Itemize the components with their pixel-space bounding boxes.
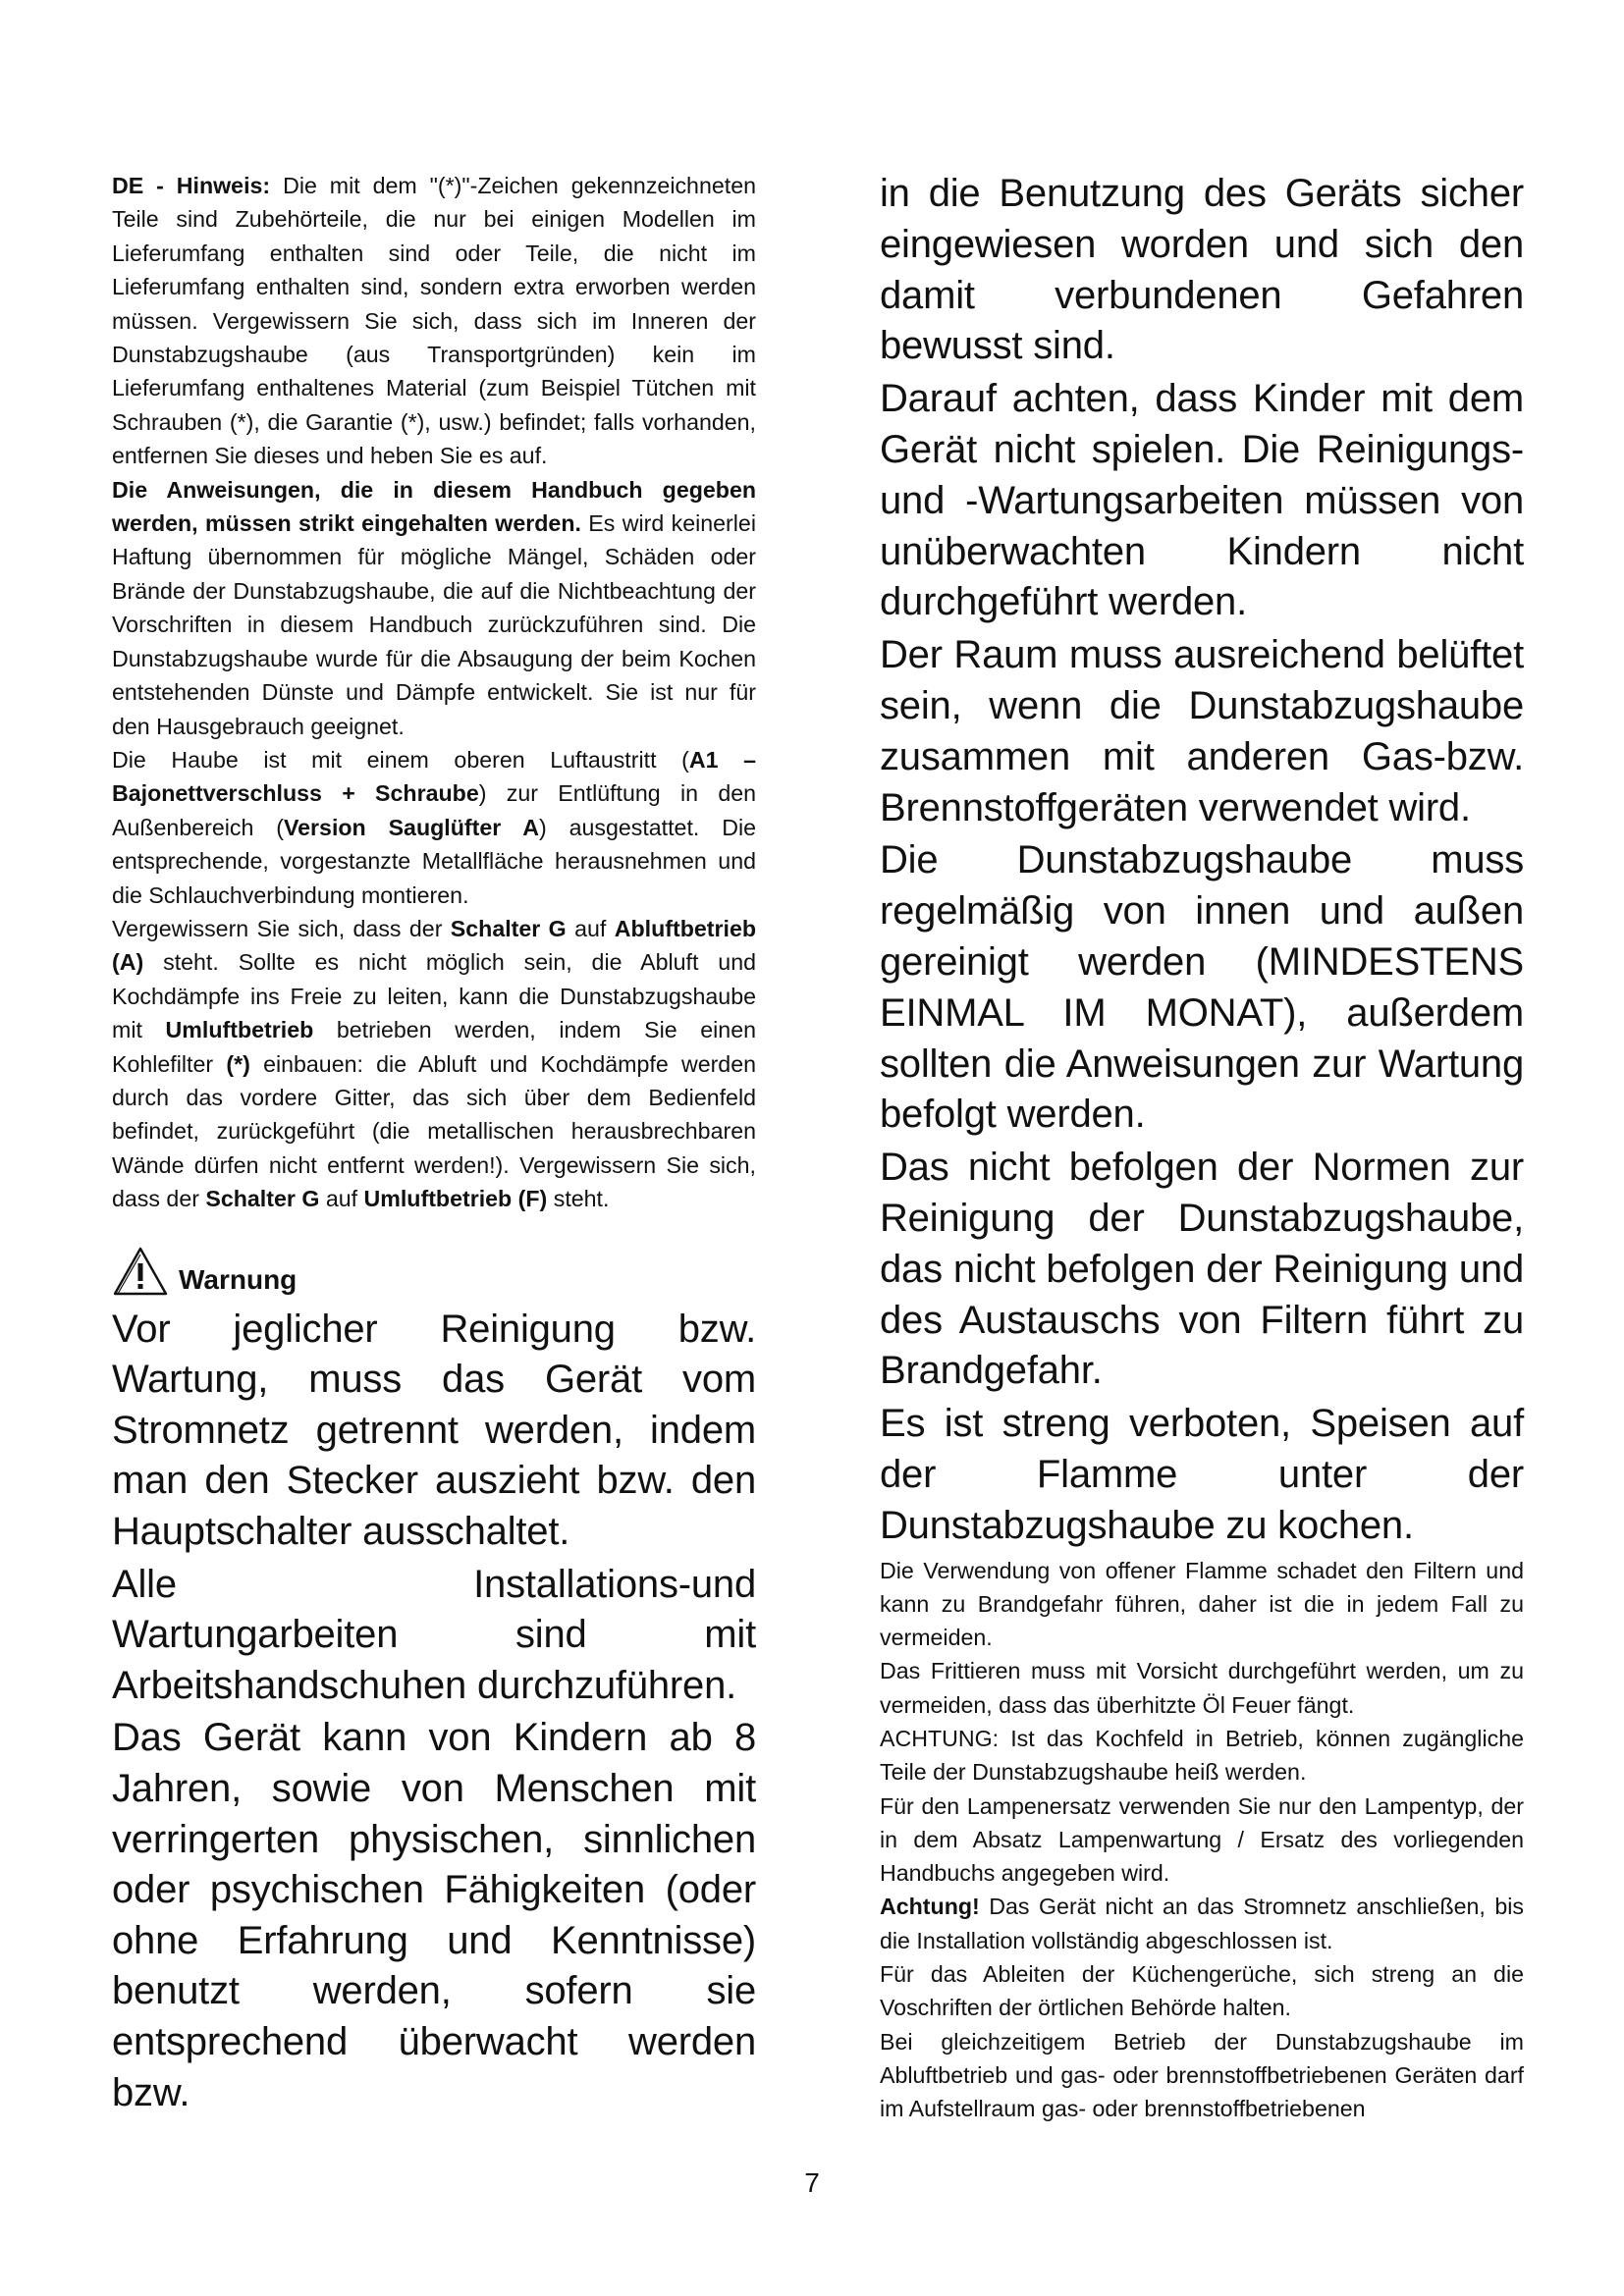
right-large-1: in die Benutzung des Geräts sicher eingewiesen worden und sich den damit verbundenen Gefahren bewusst sind. [880,172,1524,368]
left-column [112,169,756,2120]
right-large-4: Die Dunstabzugshaube muss regelmäßig von innen und außen gereinigt werden (MINDESTENS EINMAL IM MONAT), außerdem sollten die Anweisungen zur Wartung befolgt werden. [880,838,1524,1137]
warning-heading [112,1242,756,1297]
warning-title: Warnung [179,1263,298,1295]
right-small-4: Für den Lampenersatz verwenden Sie nur den Lampentyp, der in dem Absatz Lampenwartung / Ersatz des vorliegenden Handbuchs angegeben wird. [880,1792,1524,1887]
right-small-5: Für das Ableiten der Küchengerüche, sich streng an die Voschriften der örtlichen Behörde halten. [880,1961,1524,2021]
right-large-6: Es ist streng verboten, Speisen auf der Flamme unter der Dunstabzugshaube zu kochen. [880,1402,1524,1547]
instructions-paragraph: Die Anweisungen, die in diesem Handbuch gegeben werden, müssen strikt eingehalten werden. Es wird keinerlei Haftung übernommen für mögliche Mängel, Schäden oder Brände der Dunstabzugshaube, die auf die Nichtbeachtung der Vorschriften in diesem Handbuch zurückzuführen sind. Die Dunstabzugshaube wurde für die Absaugung der beim Kochen entstehenden Dünste und Dämpfe entwickelt. Sie ist nur für den Hausgebrauch geeignet. [112,476,756,739]
right-column [880,169,1524,2126]
switch-paragraph: Vergewissern Sie sich, dass der Schalter G auf Abluftbetrieb (A) steht. Sollte es nicht möglich sein, die Abluft und Kochdämpfe ins Freie zu leiten, kann die Dunstabzugshaube mit Umluftbetrieb betrieben werden, indem Sie einen Kohlefilter (*) einbauen: die Abluft und Kochdämpfe werden durch das vordere Gitter, das sich über dem Bedienfeld befindet, zurückgeführt (die metallischen herausbrechbaren Wände dürfen nicht entfernt werden!). Vergewissern Sie sich, dass der Schalter G auf Umluftbetrieb (F) steht. [112,915,757,1212]
right-achtung: Achtung! Das Gerät nicht an das Stromnetz anschließen, bis die Installation vollständig abgeschlossen ist. [880,1894,1524,1953]
warning-text-2: Alle Installations-und Wartungarbeiten sind mit Arbeitshandschuhen durchzuführen. [112,1562,756,1707]
right-large-5: Das nicht befolgen der Normen zur Reinigung der Dunstabzugshaube, das nicht befolgen der Reinigung und des Austauschs von Filtern führt zu Brandgefahr. [880,1146,1524,1393]
right-small-2: Das Frittieren muss mit Vorsicht durchgeführt werden, um zu vermeiden, dass das überhitzte Öl Feuer fängt. [880,1658,1524,1718]
warning-triangle-icon [112,1246,169,1297]
right-small-1: Die Verwendung von offener Flamme schadet den Filtern und kann zu Brandgefahr führen, daher ist die in jedem Fall zu vermeiden. [880,1557,1524,1651]
warning-text-1: Vor jeglicher Reinigung bzw. Wartung, muss das Gerät vom Stromnetz getrennt werden, indem man den Stecker auszieht bzw. den Hauptschalter ausschaltet. [112,1307,756,1553]
right-large-2: Darauf achten, dass Kinder mit dem Gerät nicht spielen. Die Reinigungs- und -Wartungsarbeiten müssen von unüberwachten Kindern nicht durchgeführt werden. [880,377,1524,624]
right-small-3: ACHTUNG: Ist das Kochfeld in Betrieb, können zugängliche Teile der Dunstabzugshaube heiß werden. [880,1726,1524,1786]
right-small-6: Bei gleichzeitigem Betrieb der Dunstabzugshaube im Abluftbetrieb und gas- oder brennstoffbetriebenen Geräten darf im Aufstellraum gas- oder brennstoffbetriebenen [880,2028,1524,2122]
note-paragraph: DE - Hinweis: Die mit dem "(*)"-Zeichen gekennzeichneten Teile sind Zubehörteile, die nur bei einigen Modellen im Lieferumfang enthalten sind oder Teile, die nicht im Lieferumfang enthalten sind, sondern extra erworben werden müssen. Vergewissern Sie sich, dass sich im Inneren der Dunstabzugshaube (aus Transportgründen) kein im Lieferumfang enthaltenes Material (zum Beispiel Tütchen mit Schrauben (*), die Garantie (*), usw.) befindet; falls vorhanden, entfernen Sie dieses und heben Sie es auf. [112,173,756,469]
air-outlet-paragraph: Die Haube ist mit einem oberen Luftaustritt (A1 – Bajonettverschluss + Schraube) zur Entlüftung in den Außenbereich (Version Sauglüfter A) ausgestattet. Die entsprechende, vorgestanzte Metallfläche herausnehmen und die Schlauchverbindung montieren. [112,746,757,908]
right-large-3: Der Raum muss ausreichend belüftet sein, wenn die Dunstabzugshaube zusammen mit anderen Gas-bzw. Brennstoffgeräten verwendet wird. [880,633,1524,829]
page-number: 7 [804,2167,820,2198]
warning-text-3: Das Gerät kann von Kindern ab 8 Jahren, sowie von Menschen mit verringerten physischen, sinnlichen oder psychischen Fähigkeiten (oder ohne Erfahrung und Kenntnisse) benutzt werden, sofern sie entsprechend überwacht werden bzw. [112,1716,756,2114]
